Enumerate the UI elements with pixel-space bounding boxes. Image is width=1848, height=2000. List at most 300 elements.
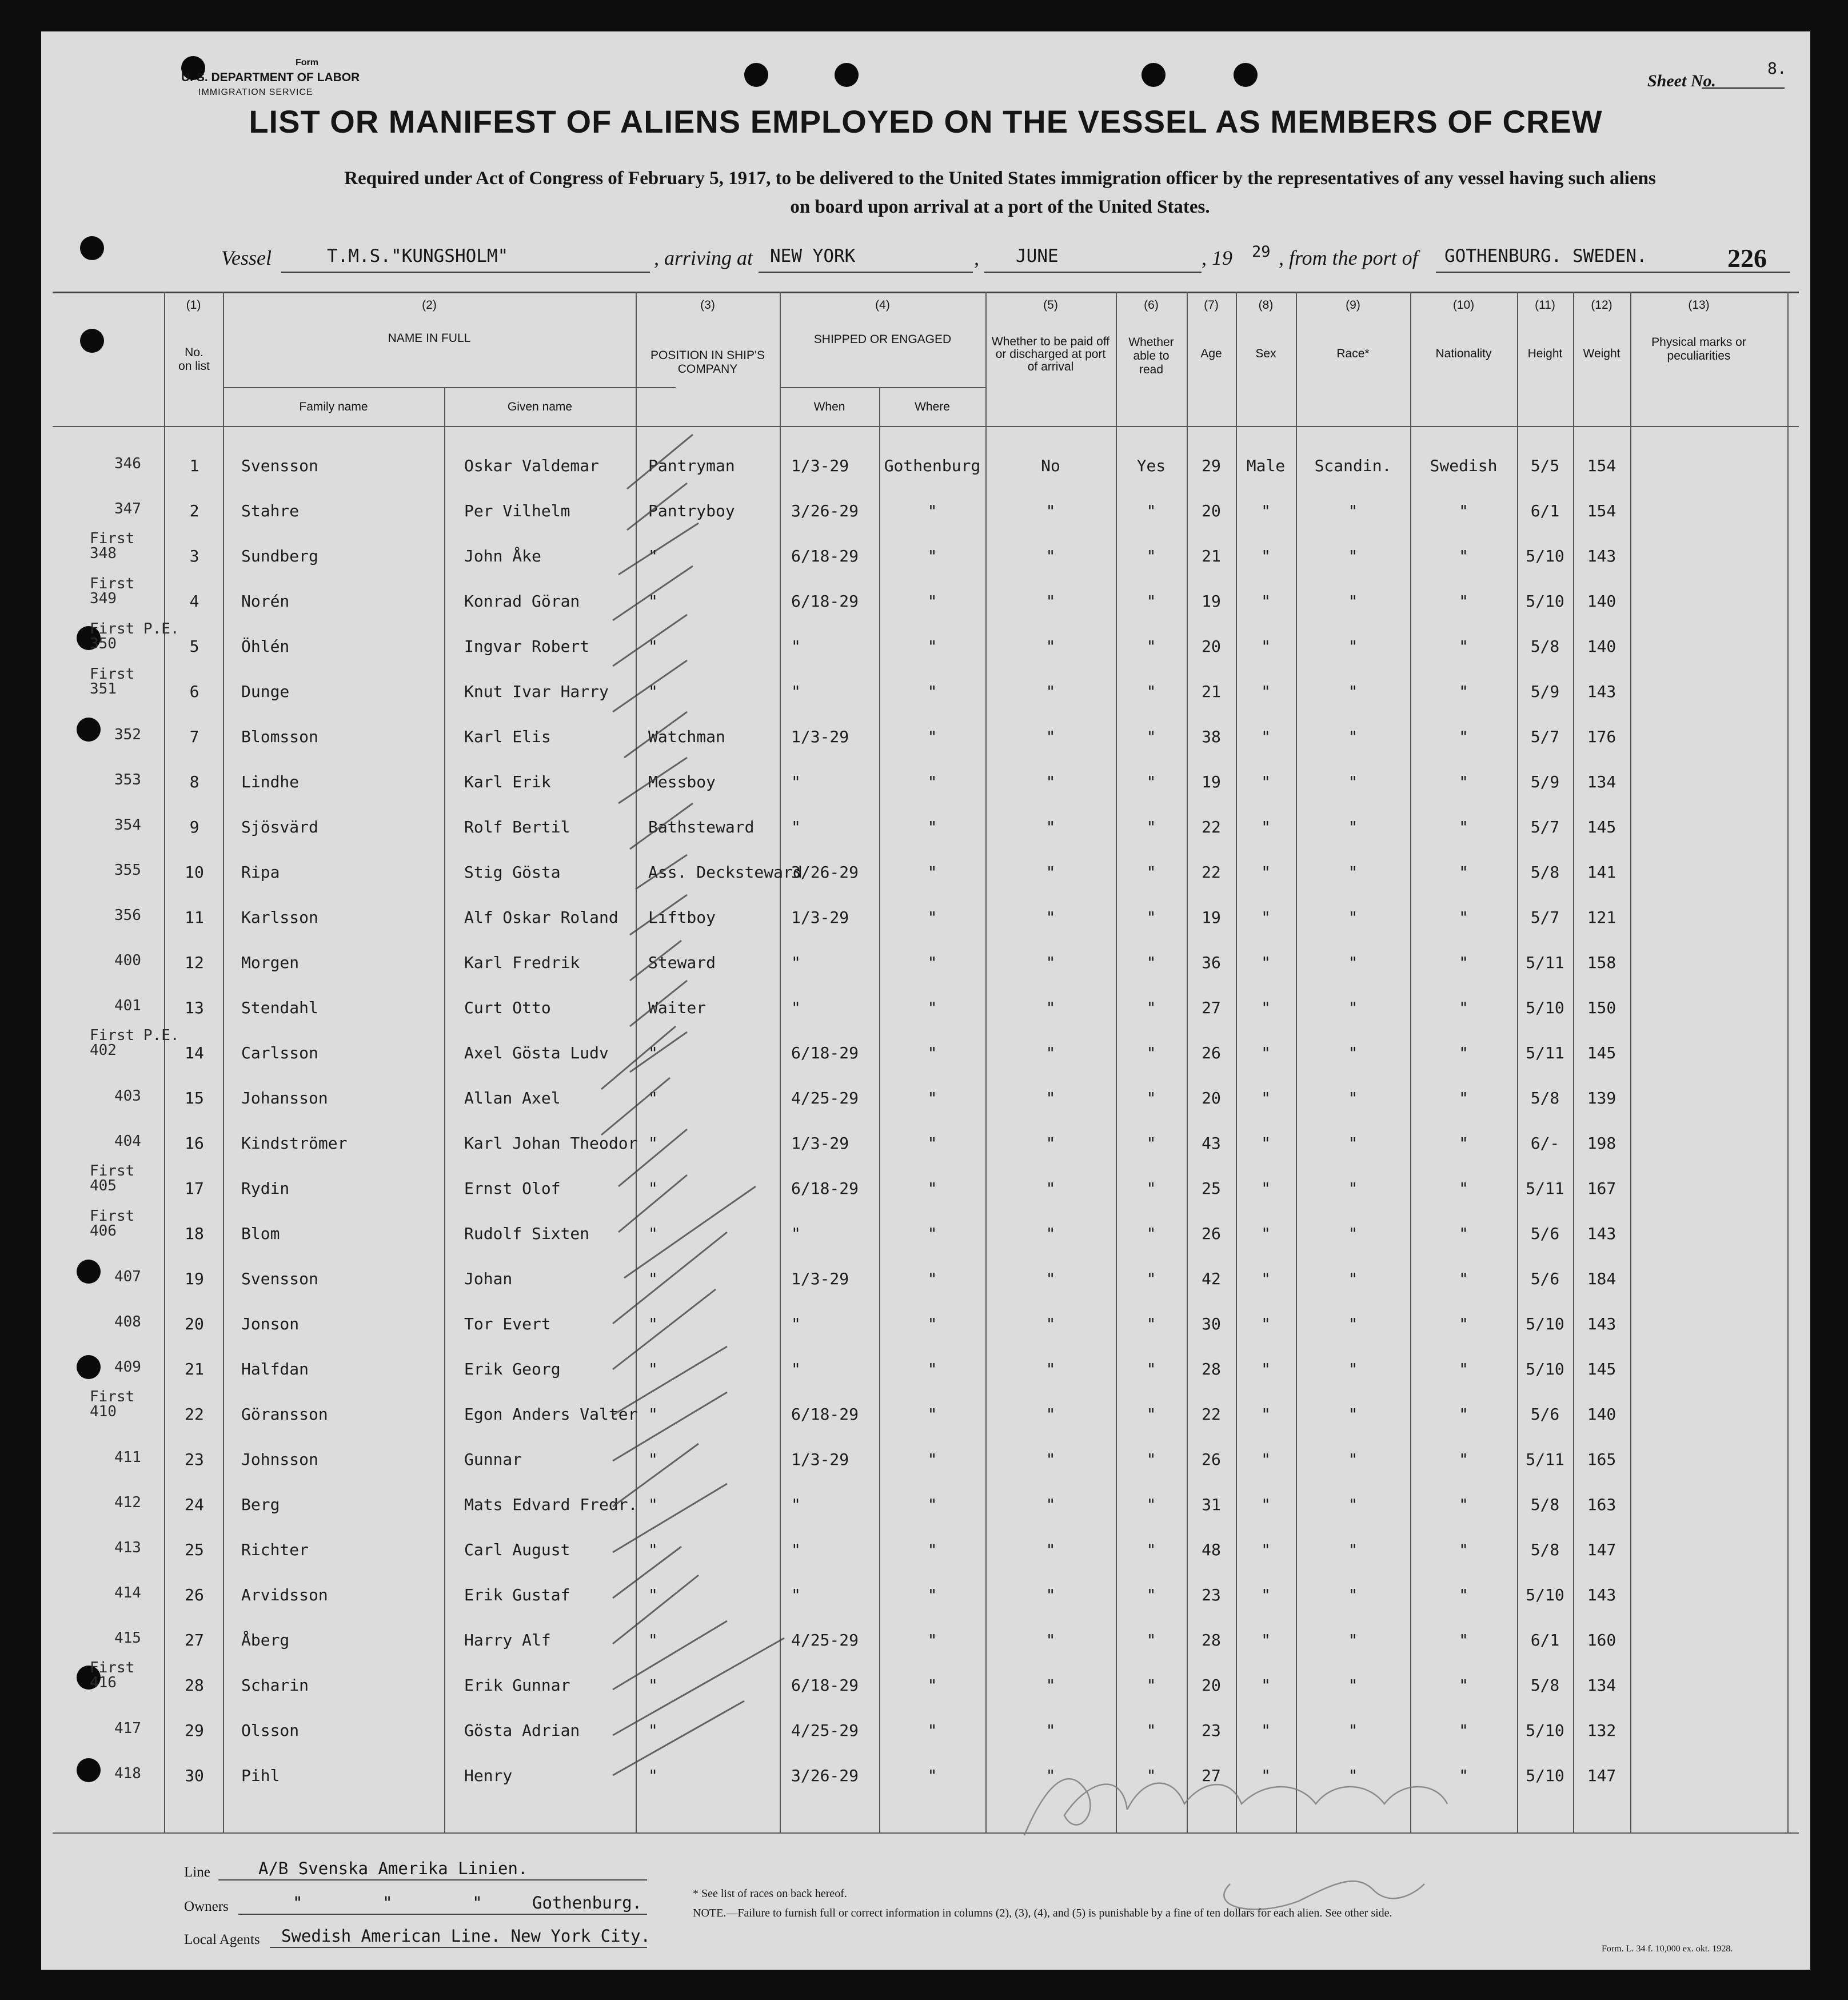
row-ref-number: 403 bbox=[114, 1087, 141, 1105]
cell-where: " bbox=[927, 727, 937, 746]
row-ref-number: 354 bbox=[114, 816, 141, 834]
cell-age: 22 bbox=[1202, 818, 1221, 836]
cell-race: Scandin. bbox=[1314, 456, 1392, 475]
cell-position: " bbox=[648, 1360, 658, 1379]
cell-weight: 143 bbox=[1587, 1585, 1616, 1604]
cell-position: Messboy bbox=[648, 772, 716, 791]
cell-family: Blom bbox=[241, 1224, 280, 1243]
cell-nat: " bbox=[1459, 1631, 1468, 1650]
cell-nat: " bbox=[1459, 1043, 1468, 1062]
cell-read: " bbox=[1146, 547, 1156, 565]
cell-given: Ingvar Robert bbox=[464, 637, 590, 656]
cell-weight: 143 bbox=[1587, 1224, 1616, 1243]
cell-weight: 160 bbox=[1587, 1631, 1616, 1650]
row-ref-number: First 349 bbox=[90, 575, 135, 607]
cell-family: Arvidsson bbox=[241, 1585, 328, 1604]
cell-weight: 121 bbox=[1587, 908, 1616, 927]
cell-weight: 143 bbox=[1587, 1314, 1616, 1333]
cell-nat: " bbox=[1459, 1269, 1468, 1288]
cell-where: " bbox=[927, 1405, 937, 1424]
cell-family: Rydin bbox=[241, 1179, 290, 1198]
cell-family: Norén bbox=[241, 592, 290, 611]
cell-when: " bbox=[791, 772, 801, 791]
cell-position: " bbox=[648, 1631, 658, 1650]
cell-race: " bbox=[1348, 908, 1358, 927]
cell-no: 2 bbox=[189, 501, 199, 520]
cell-height: 5/8 bbox=[1530, 1495, 1560, 1514]
cell-read: " bbox=[1146, 1360, 1156, 1379]
cell-given: Gösta Adrian bbox=[464, 1721, 580, 1740]
cell-sex: " bbox=[1261, 1540, 1271, 1559]
cell-race: " bbox=[1348, 1043, 1358, 1062]
cell-weight: 163 bbox=[1587, 1495, 1616, 1514]
cell-age: 38 bbox=[1202, 727, 1221, 746]
col-10-header: Nationality bbox=[1435, 347, 1492, 360]
cell-height: 5/10 bbox=[1526, 1721, 1564, 1740]
cell-age: 20 bbox=[1202, 1089, 1221, 1107]
cell-nat: " bbox=[1459, 1495, 1468, 1514]
cell-position: " bbox=[648, 1269, 658, 1288]
line-underline bbox=[218, 1879, 647, 1881]
cell-sex: " bbox=[1261, 1585, 1271, 1604]
cell-given: Egon Anders Valter bbox=[464, 1405, 638, 1424]
cell-race: " bbox=[1348, 772, 1358, 791]
col-8-header: Sex bbox=[1255, 347, 1276, 360]
cell-family: Göransson bbox=[241, 1405, 328, 1424]
cell-nat: " bbox=[1459, 1224, 1468, 1243]
cell-where: " bbox=[927, 863, 937, 882]
year-label: , 19 bbox=[1202, 246, 1232, 269]
cell-nat: " bbox=[1459, 908, 1468, 927]
cell-weight: 134 bbox=[1587, 772, 1616, 791]
agents-underline bbox=[270, 1947, 647, 1948]
arriving-label: , arriving at bbox=[654, 246, 753, 269]
cell-given: Ernst Olof bbox=[464, 1179, 561, 1198]
cell-read: " bbox=[1146, 863, 1156, 882]
cell-sex: " bbox=[1261, 1134, 1271, 1153]
cell-position: " bbox=[648, 1134, 658, 1153]
cell-no: 21 bbox=[185, 1360, 204, 1379]
cell-where: " bbox=[927, 1766, 937, 1785]
cell-age: 19 bbox=[1202, 772, 1221, 791]
cell-given: Johan bbox=[464, 1269, 513, 1288]
cell-family: Dunge bbox=[241, 682, 290, 701]
row-ref-number: 413 bbox=[114, 1539, 141, 1556]
cell-paid: " bbox=[1045, 1314, 1056, 1333]
agents-label: Local Agents bbox=[184, 1932, 260, 1947]
cell-weight: 147 bbox=[1587, 1540, 1616, 1559]
cell-given: Harry Alf bbox=[464, 1631, 551, 1650]
cell-no: 23 bbox=[185, 1450, 204, 1469]
race-note: * See list of races on back hereof. bbox=[693, 1887, 847, 1900]
fine-note: NOTE.—Failure to furnish full or correct information in columns (2), (3), (4), and (5) is punishable by a fine of ten dollars for each alien. See other side. bbox=[693, 1907, 1392, 1919]
cell-no: 13 bbox=[185, 998, 204, 1017]
cell-age: 20 bbox=[1202, 637, 1221, 656]
cell-no: 4 bbox=[189, 592, 199, 611]
cell-when: " bbox=[791, 1224, 801, 1243]
cell-paid: " bbox=[1045, 1269, 1056, 1288]
cell-family: Halfdan bbox=[241, 1360, 309, 1379]
col-4-header: SHIPPED OR ENGAGED bbox=[813, 333, 952, 346]
cell-height: 5/7 bbox=[1530, 727, 1560, 746]
cell-position: Pantryboy bbox=[648, 501, 735, 520]
cell-paid: " bbox=[1045, 1179, 1056, 1198]
cell-nat: " bbox=[1459, 1585, 1468, 1604]
cell-weight: 140 bbox=[1587, 637, 1616, 656]
cell-family: Morgen bbox=[241, 953, 300, 972]
cell-age: 26 bbox=[1202, 1043, 1221, 1062]
col-6-num: (6) bbox=[1144, 298, 1159, 312]
cell-when: " bbox=[791, 818, 801, 836]
cell-where: " bbox=[927, 637, 937, 656]
line-value: A/B Svenska Amerika Linien. bbox=[258, 1859, 528, 1878]
cell-family: Pihl bbox=[241, 1766, 280, 1785]
row-ref-number: 356 bbox=[114, 907, 141, 924]
cell-given: Mats Edvard Fredr. bbox=[464, 1495, 638, 1514]
cell-read: " bbox=[1146, 908, 1156, 927]
cell-paid: " bbox=[1045, 1450, 1056, 1469]
cell-position: Ass. Decksteward bbox=[648, 863, 803, 882]
row-ref-number: 347 bbox=[114, 500, 141, 517]
cell-read: " bbox=[1146, 1631, 1156, 1650]
cell-weight: 132 bbox=[1587, 1721, 1616, 1740]
cell-position: " bbox=[648, 547, 658, 565]
cell-sex: " bbox=[1261, 501, 1271, 520]
cell-no: 8 bbox=[189, 772, 199, 791]
cell-weight: 134 bbox=[1587, 1676, 1616, 1695]
cell-when: " bbox=[791, 682, 801, 701]
arrival-year: 29 bbox=[1252, 243, 1271, 261]
cell-race: " bbox=[1348, 1631, 1358, 1650]
cell-paid: " bbox=[1045, 1721, 1056, 1740]
cell-no: 12 bbox=[185, 953, 204, 972]
subtitle-line-1: Required under Act of Congress of February 5, 1917, to be delivered to the United States immigration officer by the representatives of any vessel having such aliens bbox=[344, 168, 1656, 189]
cell-race: " bbox=[1348, 501, 1358, 520]
col-13-num: (13) bbox=[1688, 298, 1710, 312]
row-ref-number: 401 bbox=[114, 997, 141, 1014]
cell-no: 10 bbox=[185, 863, 204, 882]
cell-read: " bbox=[1146, 1676, 1156, 1695]
col-13-header: Physical marks or peculiarities bbox=[1651, 336, 1746, 362]
cell-when: 6/18-29 bbox=[791, 1676, 859, 1695]
cell-nat: " bbox=[1459, 1405, 1468, 1424]
cell-sex: " bbox=[1261, 908, 1271, 927]
cell-family: Stahre bbox=[241, 501, 300, 520]
cell-read: " bbox=[1146, 1766, 1156, 1785]
cell-age: 21 bbox=[1202, 547, 1221, 565]
col-12-header: Weight bbox=[1583, 347, 1621, 360]
cell-no: 5 bbox=[189, 637, 199, 656]
cell-no: 29 bbox=[185, 1721, 204, 1740]
cell-when: " bbox=[791, 1495, 801, 1514]
vessel-name: T.M.S."KUNGSHOLM" bbox=[327, 246, 509, 266]
col-11-header: Height bbox=[1527, 347, 1563, 360]
cell-height: 5/10 bbox=[1526, 998, 1564, 1017]
cell-when: 4/25-29 bbox=[791, 1721, 859, 1740]
cell-nat: " bbox=[1459, 1676, 1468, 1695]
cell-given: Per Vilhelm bbox=[464, 501, 570, 520]
cell-where: " bbox=[927, 1495, 937, 1514]
cell-age: 23 bbox=[1202, 1721, 1221, 1740]
row-ref-number: 414 bbox=[114, 1584, 141, 1601]
form-number: Form. L. 34 f. 10,000 ex. okt. 1928. bbox=[1602, 1944, 1733, 1954]
cell-read: " bbox=[1146, 1269, 1156, 1288]
col-4a-header: When bbox=[813, 400, 845, 413]
row-ref-number: 346 bbox=[114, 455, 141, 472]
cell-family: Åberg bbox=[241, 1631, 290, 1650]
col-4b-header: Where bbox=[915, 400, 950, 413]
cell-read: " bbox=[1146, 953, 1156, 972]
cell-family: Blomsson bbox=[241, 727, 318, 746]
cell-race: " bbox=[1348, 1405, 1358, 1424]
from-port: GOTHENBURG. SWEDEN. bbox=[1444, 246, 1647, 266]
row-ref-number: 415 bbox=[114, 1630, 141, 1647]
cell-weight: 141 bbox=[1587, 863, 1616, 882]
row-ref-number: First 410 bbox=[90, 1388, 135, 1420]
cell-age: 22 bbox=[1202, 1405, 1221, 1424]
cell-no: 7 bbox=[189, 727, 199, 746]
cell-weight: 176 bbox=[1587, 727, 1616, 746]
cell-height: 5/8 bbox=[1530, 1676, 1560, 1695]
row-ref-number: 418 bbox=[114, 1765, 141, 1782]
cell-position: " bbox=[648, 1405, 658, 1424]
cell-given: Rudolf Sixten bbox=[464, 1224, 590, 1243]
cell-given: Rolf Bertil bbox=[464, 818, 570, 836]
col-4-num: (4) bbox=[875, 298, 890, 312]
sheet-value: 8. bbox=[1767, 59, 1787, 78]
cell-weight: 147 bbox=[1587, 1766, 1616, 1785]
cell-no: 22 bbox=[185, 1405, 204, 1424]
cell-read: " bbox=[1146, 998, 1156, 1017]
cell-no: 30 bbox=[185, 1766, 204, 1785]
cell-given: Tor Evert bbox=[464, 1314, 551, 1333]
cell-read: " bbox=[1146, 1089, 1156, 1107]
cell-no: 1 bbox=[189, 456, 199, 475]
col-1-header: No. on list bbox=[178, 346, 210, 373]
cell-paid: " bbox=[1045, 1224, 1056, 1243]
cell-position: " bbox=[648, 1676, 658, 1695]
cell-race: " bbox=[1348, 863, 1358, 882]
cell-race: " bbox=[1348, 1360, 1358, 1379]
cell-paid: " bbox=[1045, 1134, 1056, 1153]
cell-no: 27 bbox=[185, 1631, 204, 1650]
cell-given: Gunnar bbox=[464, 1450, 522, 1469]
cell-nat: " bbox=[1459, 637, 1468, 656]
cell-height: 5/11 bbox=[1526, 1450, 1564, 1469]
cell-no: 24 bbox=[185, 1495, 204, 1514]
cell-family: Lindhe bbox=[241, 772, 300, 791]
cell-sex: " bbox=[1261, 727, 1271, 746]
cell-position: " bbox=[648, 1721, 658, 1740]
cell-when: 6/18-29 bbox=[791, 1405, 859, 1424]
cell-race: " bbox=[1348, 1179, 1358, 1198]
cell-nat: " bbox=[1459, 1450, 1468, 1469]
cell-family: Sundberg bbox=[241, 547, 318, 565]
cell-given: John Åke bbox=[464, 547, 541, 565]
manifest-number: 226 bbox=[1727, 244, 1767, 273]
sheet-label: Sheet No. bbox=[1647, 71, 1716, 90]
cell-nat: " bbox=[1459, 1134, 1468, 1153]
cell-where: " bbox=[927, 1450, 937, 1469]
cell-sex: " bbox=[1261, 1676, 1271, 1695]
cell-sex: " bbox=[1261, 1360, 1271, 1379]
cell-sex: " bbox=[1261, 818, 1271, 836]
cell-family: Stendahl bbox=[241, 998, 318, 1017]
cell-when: 1/3-29 bbox=[791, 1134, 849, 1153]
cell-weight: 167 bbox=[1587, 1179, 1616, 1198]
cell-position: Bathsteward bbox=[648, 818, 755, 836]
cell-where: " bbox=[927, 998, 937, 1017]
col-2-header: NAME IN FULL bbox=[388, 332, 471, 345]
cell-no: 14 bbox=[185, 1043, 204, 1062]
cell-read: " bbox=[1146, 1405, 1156, 1424]
cell-where: " bbox=[927, 1314, 937, 1333]
cell-position: Pantryman bbox=[648, 456, 735, 475]
cell-where: " bbox=[927, 908, 937, 927]
cell-no: 16 bbox=[185, 1134, 204, 1153]
cell-when: " bbox=[791, 1585, 801, 1604]
col-9-num: (9) bbox=[1346, 298, 1360, 312]
cell-given: Axel Gösta Ludv bbox=[464, 1043, 609, 1062]
cell-when: 1/3-29 bbox=[791, 1269, 849, 1288]
cell-sex: " bbox=[1261, 863, 1271, 882]
cell-height: 6/1 bbox=[1530, 1631, 1560, 1650]
cell-where: " bbox=[927, 682, 937, 701]
cell-where: " bbox=[927, 818, 937, 836]
cell-no: 9 bbox=[189, 818, 199, 836]
owners-underline bbox=[238, 1914, 647, 1915]
col-2b-header: Given name bbox=[507, 400, 573, 413]
cell-sex: " bbox=[1261, 1269, 1271, 1288]
manifest-sheet bbox=[41, 31, 1810, 1970]
cell-sex: " bbox=[1261, 1314, 1271, 1333]
row-ref-number: First 405 bbox=[90, 1162, 135, 1194]
cell-position: Steward bbox=[648, 953, 716, 972]
row-ref-number: 408 bbox=[114, 1313, 141, 1330]
cell-height: 5/10 bbox=[1526, 1585, 1564, 1604]
cell-paid: No bbox=[1041, 456, 1060, 475]
cell-nat: " bbox=[1459, 772, 1468, 791]
cell-when: " bbox=[791, 1314, 801, 1333]
cell-weight: 145 bbox=[1587, 1360, 1616, 1379]
cell-race: " bbox=[1348, 1721, 1358, 1740]
cell-read: " bbox=[1146, 1540, 1156, 1559]
col-2a-header: Family name bbox=[299, 400, 368, 413]
row-ref-number: First P.E. 350 bbox=[90, 620, 179, 652]
cell-no: 19 bbox=[185, 1269, 204, 1288]
cell-position: Liftboy bbox=[648, 908, 716, 927]
cell-weight: 139 bbox=[1587, 1089, 1616, 1107]
cell-family: Svensson bbox=[241, 1269, 318, 1288]
cell-height: 5/6 bbox=[1530, 1269, 1560, 1288]
row-ref-number: 404 bbox=[114, 1133, 141, 1150]
cell-position: " bbox=[648, 1585, 658, 1604]
cell-paid: " bbox=[1045, 1405, 1056, 1424]
cell-age: 26 bbox=[1202, 1450, 1221, 1469]
cell-no: 20 bbox=[185, 1314, 204, 1333]
cell-age: 20 bbox=[1202, 501, 1221, 520]
cell-sex: " bbox=[1261, 953, 1271, 972]
cell-read: " bbox=[1146, 637, 1156, 656]
footer-notes bbox=[693, 1884, 1392, 1923]
cell-given: Allan Axel bbox=[464, 1089, 561, 1107]
col-3-header: POSITION IN SHIP'S COMPANY bbox=[650, 349, 765, 376]
cell-family: Jonson bbox=[241, 1314, 300, 1333]
department: U. S. DEPARTMENT OF LABOR bbox=[181, 71, 360, 84]
cell-race: " bbox=[1348, 1766, 1358, 1785]
cell-nat: " bbox=[1459, 1360, 1468, 1379]
cell-where: " bbox=[927, 953, 937, 972]
vessel-label: Vessel bbox=[221, 246, 272, 269]
line-label: Line bbox=[184, 1864, 210, 1880]
cell-read: " bbox=[1146, 1134, 1156, 1153]
cell-given: Karl Erik bbox=[464, 772, 551, 791]
row-ref-number: 409 bbox=[114, 1358, 141, 1376]
cell-position: " bbox=[648, 682, 658, 701]
cell-height: 5/7 bbox=[1530, 908, 1560, 927]
cell-when: 3/26-29 bbox=[791, 863, 859, 882]
cell-position: " bbox=[648, 1540, 658, 1559]
cell-when: 3/26-29 bbox=[791, 501, 859, 520]
arrival-month: JUNE bbox=[1016, 246, 1059, 266]
cell-family: Olsson bbox=[241, 1721, 300, 1740]
cell-when: 3/26-29 bbox=[791, 1766, 859, 1785]
col-3-num: (3) bbox=[700, 298, 715, 312]
cell-weight: 140 bbox=[1587, 1405, 1616, 1424]
cell-nat: " bbox=[1459, 818, 1468, 836]
service: IMMIGRATION SERVICE bbox=[198, 87, 313, 97]
cell-race: " bbox=[1348, 1134, 1358, 1153]
cell-no: 11 bbox=[185, 908, 204, 927]
cell-age: 26 bbox=[1202, 1224, 1221, 1243]
cell-when: 6/18-29 bbox=[791, 547, 859, 565]
cell-race: " bbox=[1348, 637, 1358, 656]
cell-race: " bbox=[1348, 1495, 1358, 1514]
col-8-num: (8) bbox=[1258, 298, 1274, 312]
cell-paid: " bbox=[1045, 1089, 1056, 1107]
cell-race: " bbox=[1348, 1314, 1358, 1333]
cell-given: Erik Gustaf bbox=[464, 1585, 570, 1604]
cell-sex: " bbox=[1261, 1450, 1271, 1469]
cell-age: 36 bbox=[1202, 953, 1221, 972]
cell-when: 4/25-29 bbox=[791, 1089, 859, 1107]
cell-weight: 145 bbox=[1587, 1043, 1616, 1062]
col-2-num: (2) bbox=[422, 298, 437, 312]
cell-sex: " bbox=[1261, 1495, 1271, 1514]
cell-nat: " bbox=[1459, 1179, 1468, 1198]
cell-paid: " bbox=[1045, 998, 1056, 1017]
cell-weight: 143 bbox=[1587, 682, 1616, 701]
cell-sex: " bbox=[1261, 1631, 1271, 1650]
cell-nat: " bbox=[1459, 1540, 1468, 1559]
cell-paid: " bbox=[1045, 772, 1056, 791]
cell-race: " bbox=[1348, 1089, 1358, 1107]
cell-paid: " bbox=[1045, 501, 1056, 520]
agents-value: Swedish American Line. New York City. bbox=[281, 1926, 651, 1946]
cell-height: 5/6 bbox=[1530, 1405, 1560, 1424]
cell-sex: " bbox=[1261, 1405, 1271, 1424]
cell-race: " bbox=[1348, 727, 1358, 746]
cell-where: " bbox=[927, 1134, 937, 1153]
cell-height: 5/9 bbox=[1530, 682, 1560, 701]
cell-when: 1/3-29 bbox=[791, 727, 849, 746]
cell-read: " bbox=[1146, 772, 1156, 791]
cell-family: Johansson bbox=[241, 1089, 328, 1107]
cell-when: 4/25-29 bbox=[791, 1631, 859, 1650]
cell-height: 5/8 bbox=[1530, 1089, 1560, 1107]
row-ref-number: 412 bbox=[114, 1494, 141, 1511]
cell-height: 6/- bbox=[1530, 1134, 1560, 1153]
